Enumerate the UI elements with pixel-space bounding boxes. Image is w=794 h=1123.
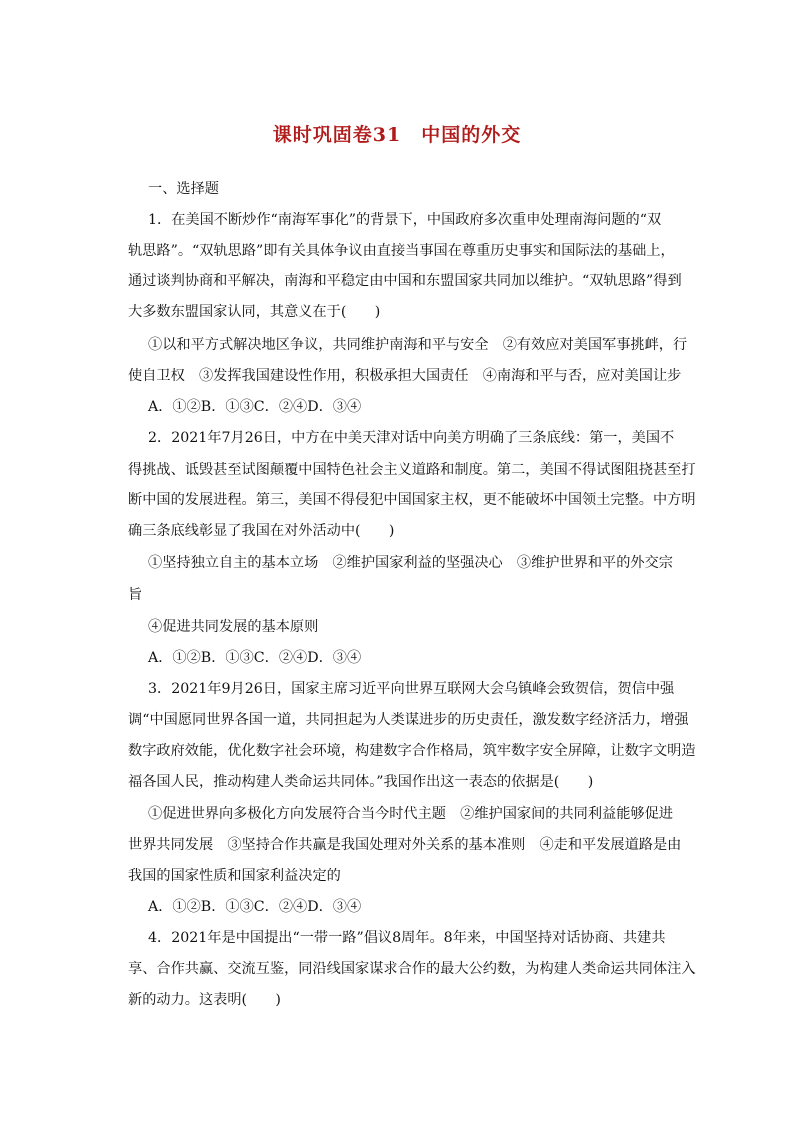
page-title: 课时巩固卷31 中国的外交: [272, 124, 522, 146]
text-line: 大多数东盟国家认同，其意义在于( ): [128, 304, 381, 320]
text-line: 新的动力。这表明( ): [128, 992, 281, 1008]
text-line: 数字政府效能，优化数字社会环境，构建数字合作格局，筑牢数字安全屏障，让数字文明造: [128, 743, 696, 759]
text-line: ①坚持独立自主的基本立场 ②维护国家利益的坚强决心 ③维护世界和平的外交宗: [148, 555, 673, 571]
text-line: 调“中国愿同世界各国一道，共同担起为人类谋进步的历史责任，激发数字经济活力，增强: [128, 712, 689, 728]
text-line: 3．2021年9月26日，国家主席习近平向世界互联网大会乌镇峰会致贺信，贺信中强: [148, 681, 675, 697]
answer-options: A．①②B．①③C．②④D．③④: [148, 899, 362, 915]
text-line: 4．2021年是中国提出“一带一路”倡议8周年。8年来，中国坚持对话协商、共建共: [148, 930, 666, 946]
text-line: 1．在美国不断炒作“南海军事化”的背景下，中国政府多次重申处理南海问题的“双: [148, 212, 662, 228]
text-line: 轨思路”。“双轨思路”即有关具体争议由直接当事国在尊重历史事实和国际法的基础上，: [128, 243, 675, 259]
text-line: 使自卫权 ③发挥我国建设性作用，积极承担大国责任 ④南海和平与否，应对美国让步: [128, 368, 682, 384]
text-line: 2．2021年7月26日，中方在中美天津对话中向美方明确了三条底线：第一，美国不: [148, 430, 675, 446]
text-line: 得挑战、诋毁甚至试图颠覆中国特色社会主义道路和制度。第二，美国不得试图阻挠甚至打: [128, 462, 696, 478]
text-line: 我国的国家性质和国家利益决定的: [128, 868, 341, 884]
text-line: ④促进共同发展的基本原则: [148, 619, 319, 635]
section-heading: 一、选择题: [148, 181, 219, 197]
answer-options: A．①②B．①③C．②④D．③④: [148, 399, 362, 415]
answer-options: A．①②B．①③C．②④D．③④: [148, 650, 362, 666]
text-line: 通过谈判协商和平解决，南海和平稳定由中国和东盟国家共同加以维护。“双轨思路”得到: [128, 273, 682, 289]
text-line: 享、合作共赢、交流互鉴，同沿线国家谋求合作的最大公约数，为构建人类命运共同体注入: [128, 961, 696, 977]
text-line: 确三条底线彰显了我国在对外活动中( ): [128, 523, 395, 539]
text-line: 福各国人民，推动构建人类命运共同体。”我国作出这一表态的依据是( ): [128, 774, 594, 790]
text-line: ①以和平方式解决地区争议，共同维护南海和平与安全 ②有效应对美国军事挑衅，行: [148, 337, 688, 353]
text-line: 旨: [128, 587, 143, 603]
text-line: 断中国的发展进程。第三，美国不得侵犯中国国家主权，更不能破坏中国领土完整。中方明: [128, 492, 696, 508]
text-line: ①促进世界向多极化方向发展符合当今时代主题 ②维护国家间的共同利益能够促进: [148, 806, 673, 822]
text-line: 世界共同发展 ③坚持合作共赢是我国处理对外关系的基本准则 ④走和平发展道路是由: [128, 837, 682, 853]
